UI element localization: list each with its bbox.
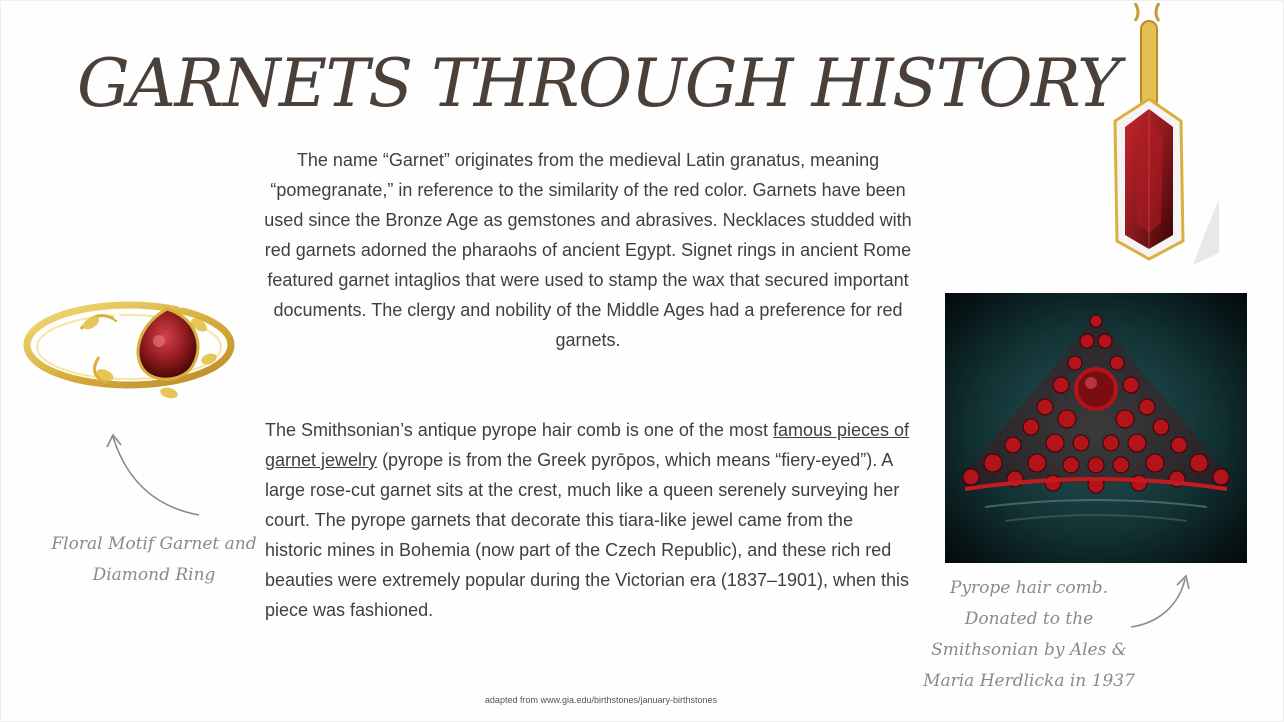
ring-caption-line: Floral Motif Garnet and [51, 534, 257, 554]
intro-paragraph: The name “Garnet” originates from the medieval Latin granatus, meaning “pomegranate,” in reference to the similarity of the red color. Garnets have been used since the Bronze Age as gemstones and abrasives. Necklaces studded with red garnets adorned the pharaohs of ancient Egypt. Signet rings in ancient Rome featured garnet intaglios that were used to stamp the wax that secured important documents. The clergy and nobility of the Middle Ages had a preference for red garnets. [264, 150, 912, 350]
page-title: GARNETS THROUGH HISTORY [77, 45, 1120, 122]
garnet-ring-image [21, 281, 237, 413]
paragraph-text-before-link: The Smithsonian’s antique pyrope hair comb is one of the most [265, 420, 773, 440]
ring-caption-arrow [105, 431, 205, 521]
famous-jewelry-link[interactable]: famous pieces of garnet jewelry [265, 420, 910, 470]
comb-caption [911, 573, 1147, 697]
ring-caption [41, 529, 267, 591]
comb-caption-line: Maria Herdlicka in 1937 [923, 671, 1135, 691]
ring-caption-line: Diamond Ring [92, 565, 216, 585]
comb-caption-line: Smithsonian by Ales & [931, 640, 1127, 660]
source-footer: adapted from www.gia.edu/birthstones/january-birthstones [484, 695, 718, 705]
paragraph-text-after-link: (pyrope is from the Greek pyrōpos, which means “fiery-eyed”). A large rose-cut garnet sits at the crest, much like a queen serenely surveying her court. The pyrope garnets that decorate this tiara-like jewel came from the historic mines in Bohemia (now part of the Czech Republic), and these rich red beauties were extremely popular during the Victorian era (1837–1901), when this piece was fashioned. [265, 450, 910, 620]
pyrope-hair-comb-image [945, 293, 1247, 563]
hair-comb-paragraph [265, 415, 913, 625]
comb-caption-line: Pyrope hair comb. [950, 578, 1108, 598]
garnet-pendant-image [1095, 3, 1219, 267]
comb-caption-line: Donated to the [964, 609, 1094, 629]
